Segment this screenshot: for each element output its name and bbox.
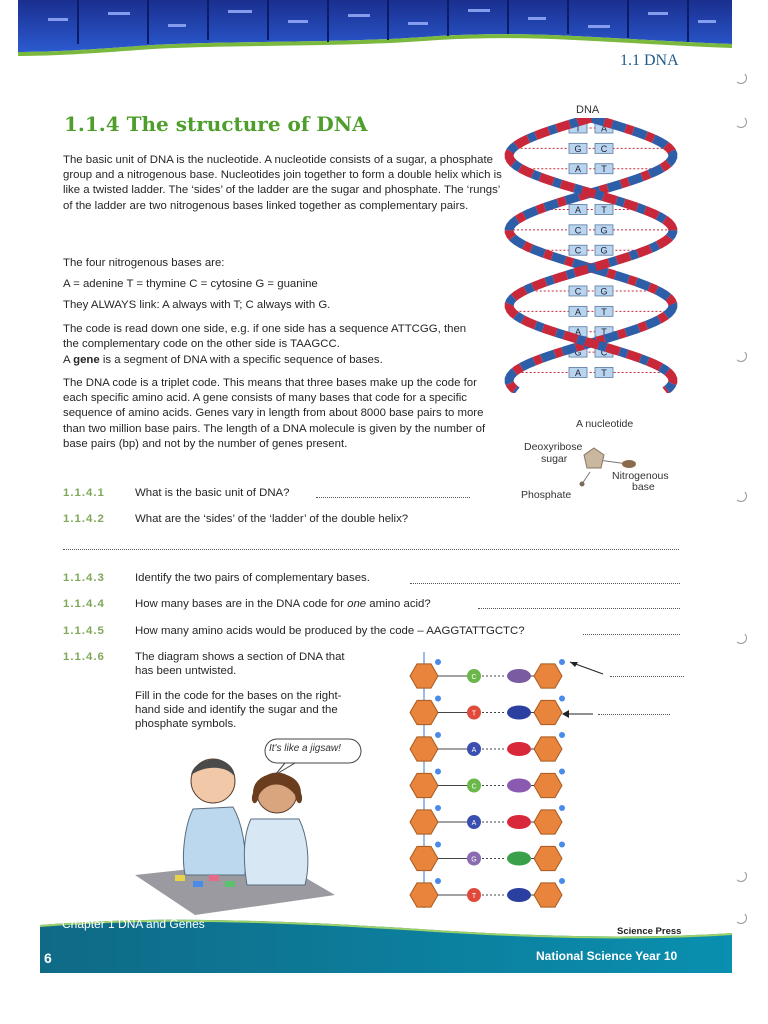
page-number: 6 [44, 950, 52, 966]
phosphate-dot [435, 842, 441, 848]
left-base-letter: T [471, 710, 477, 718]
binder-ring [735, 912, 747, 924]
question-number: 1.1.4.3 [63, 572, 105, 584]
question-number: 1.1.4.1 [63, 487, 105, 499]
right-sugar [534, 846, 562, 870]
left-base-letter: A [471, 747, 477, 754]
speech-bubble-text: It's like a jigsaw! [269, 743, 341, 754]
answer-line-5[interactable] [583, 634, 680, 635]
triplet-paragraph: The DNA code is a triplet code. This means that three bases make up the code for each specific amino acid. A gene consists of many bases that code for a specific sequence of amino acids. Genes vary in length from about 8000 base pairs to more than two million base pairs. The length of a DNA molecule is given by the number of base pairs (bp) and not by the number of genes present. [63, 377, 486, 450]
pairing-rule: They ALWAYS link: A always with T; C always with G. [63, 299, 331, 311]
bases-list: A = adenine T = thymine C = cytosine G = guanine [63, 278, 318, 290]
ladder-rung [410, 842, 565, 871]
right-base [507, 779, 531, 793]
right-base [507, 888, 531, 902]
ladder-rung [410, 769, 565, 798]
right-base [507, 852, 531, 866]
question-text: Identify the two pairs of complementary bases. [135, 572, 370, 584]
ladder-rung [410, 659, 565, 688]
question-number: 1.1.4.2 [63, 513, 105, 525]
question-number: 1.1.4.4 [63, 598, 105, 610]
left-sugar [410, 773, 438, 797]
answer-line-1[interactable] [316, 497, 470, 498]
base-letter: T [601, 327, 607, 338]
question-text-line1: The diagram shows a section of DNA that [135, 651, 345, 663]
right-sugar [534, 883, 562, 907]
phosphate-label: Phosphate [521, 489, 572, 501]
phosphate-dot [580, 482, 585, 487]
sugar-label-line1: Deoxyribose [524, 441, 583, 453]
base-letter: T [601, 164, 607, 175]
code-paragraph: The code is read down one side, e.g. if one side has a sequence ATTCGG, then the complementary code on the other side is TAAGCC. [63, 323, 467, 351]
right-sugar [534, 700, 562, 724]
students-cartoon [135, 735, 375, 915]
right-sugar [534, 810, 562, 834]
base-letter: G [600, 286, 608, 297]
bases-intro: The four nitrogenous bases are: [63, 257, 225, 269]
question-text: How many amino acids would be produced by the code – AAGGTATTGCTC? [135, 625, 525, 637]
right-sugar [534, 773, 562, 797]
footer-chapter: Chapter 1 DNA and Genes [62, 917, 205, 931]
helix-strand-1-accent [509, 118, 673, 391]
base-letter: A [574, 367, 582, 378]
left-base-letter: G [471, 856, 477, 864]
base-letter: T [575, 123, 581, 134]
series-name: National Science Year 10 [536, 949, 678, 963]
phosphate-dot [559, 659, 565, 665]
base-letter: C [574, 286, 582, 297]
base-pair [509, 225, 673, 236]
base-pair [511, 306, 670, 317]
right-base [507, 742, 531, 756]
left-base-letter: A [471, 820, 477, 827]
dna-double-helix [496, 118, 686, 393]
phosphate-dot [559, 878, 565, 884]
base-letter: C [574, 225, 582, 236]
base-letter: A [574, 306, 582, 317]
base-letter: T [601, 306, 607, 317]
question-number: 1.1.4.5 [63, 625, 105, 637]
phosphate-dot [435, 769, 441, 775]
base-letter: C [600, 143, 608, 154]
answer-line-2[interactable] [63, 549, 679, 550]
phosphate-dot [559, 732, 565, 738]
base-pair [521, 164, 660, 175]
binder-ring [735, 490, 747, 502]
intro-paragraph [63, 153, 503, 214]
phosphate-dot [435, 732, 441, 738]
helix-strand-2 [509, 118, 673, 391]
base-letter: G [600, 245, 608, 256]
binder-ring [735, 350, 747, 362]
ladder-rung [410, 696, 565, 725]
publisher: Science Press [617, 926, 682, 937]
left-base-letter: T [471, 893, 477, 900]
label-answer-line-sugar[interactable] [598, 714, 670, 715]
nucleotide-title: A nucleotide [576, 418, 634, 430]
base-pair [514, 367, 669, 378]
base-pair [524, 286, 659, 297]
phosphate-dot [559, 805, 565, 811]
base-letter: A [574, 204, 582, 215]
phosphate-dot [559, 842, 565, 848]
label-arrows [562, 662, 603, 718]
nucleotide-diagram [570, 444, 640, 490]
ladder-rung [410, 878, 565, 907]
phosphate-dot [559, 769, 565, 775]
base-letter: C [574, 245, 582, 256]
base-label-line2: base [632, 481, 655, 493]
left-sugar [410, 883, 438, 907]
ladder-rung [410, 805, 565, 834]
base-letter: G [574, 347, 582, 358]
question-text: How many bases are in the DNA code for one amino acid? [135, 598, 431, 610]
left-sugar [410, 810, 438, 834]
gene-definition: A gene is a segment of DNA with a specific sequence of bases. [63, 354, 383, 366]
gel-header-band [18, 0, 732, 60]
paragraph-text: The basic unit of DNA is the nucleotide. A nucleotide consists of a sugar, a phosphate group and a nitrogenous base. Nucleotides join together to form a double helix which is like a twisted ladder. The ‘sides’ of the ladder are the sugar and phosphate. The ‘rungs’ of the ladder are two nitrogenous bases linked together as complementary pairs. [63, 154, 502, 212]
binder-ring [735, 870, 747, 882]
base-letter: G [600, 225, 608, 236]
helix-strand-2-accent [509, 118, 673, 391]
right-sugar [534, 737, 562, 761]
left-sugar [410, 700, 438, 724]
base-oval [622, 460, 636, 468]
right-base [507, 669, 531, 683]
base-letter: A [574, 327, 582, 338]
left-base-letter: C [471, 783, 477, 791]
question-text: What is the basic unit of DNA? [135, 487, 290, 499]
phosphate-dot [435, 659, 441, 665]
gene-term: gene [73, 354, 100, 366]
question-text: What are the ‘sides’ of the ‘ladder’ of the double helix? [135, 513, 409, 525]
helix-strand-1 [509, 118, 673, 391]
right-base [507, 815, 531, 829]
phosphate-dot [435, 805, 441, 811]
left-sugar [410, 664, 438, 688]
binder-ring [735, 72, 747, 84]
left-sugar [410, 846, 438, 870]
base-letter: A [574, 164, 582, 175]
question-number: 1.1.4.6 [63, 651, 105, 663]
base-letter: A [600, 123, 608, 134]
right-base [507, 706, 531, 720]
base-pair [513, 143, 670, 153]
left-base-letter: C [471, 674, 477, 681]
phosphate-dot [435, 878, 441, 884]
base-label-line1: Nitrogenous [612, 470, 669, 482]
base-letter: C [600, 347, 608, 358]
ladder-rung [410, 732, 565, 761]
page-title: 1.1.4 The structure of DNA [64, 112, 368, 136]
worksheet-page: 1.1 DNA 1.1.4 The structure of DNA The basic unit of DNA is the nucleotide. A nucleotide consists of a sugar, a phosphate group and a nitrogenous base. Nucleotides join together to form a double helix which is like a twisted ladder. The ‘sides’ of the ladder are the sugar and phosphate. The ‘rungs’ of the ladder are two nitrogenous bases linked together as complementary pairs. The four nitrogenous bases are: A = adenine T = thymine C = cytosine G = guanine They ALWAYS link: A always with T; C always with G. The code is read down one side, e.g. if one side has a sequence ATTCGG, then the complementary code on the other side is TAAGCC. A gene is a segment of DNA with a specific sequence of bases. The DNA code is a triplet code. This means that three bases make up the code for each specific amino acid. A gene consists of many bases that code for a specific sequence of amino acids. Genes vary in length from about 8000 base pairs to more than two million base pairs. The length of a DNA molecule is given by the number of base pairs (bp) and not by the number of genes present. DNA T A G C A T A T C G C G C G A T A T G C A T A nucleotide Deoxyribose sugar Phosphate Nitrogenous base 1.1.4.1 What is the basic unit of DNA? 1.1.4.2 What are the ‘sides’ of the ‘ladder’ of the double helix? 1.1.4.3 Identify the two pairs of complementary bases. 1.1.4.4 How many bases are in the DNA code for one amino acid? 1.1.4.5 How many amino acids would be produced by the code – AAGGTATTGCTC? 1.1.4.6 The diagram shows a section of DNA that has been untwisted. Fill in the code for the bases on the right- hand side and identify the sugar and the phosphate symbols. C T A C A G T It's like a jigsaw! Chapter 1 DNA and Genes 6 Science Press National Science Year 10 [0, 0, 768, 1024]
answer-line-4[interactable] [478, 608, 680, 609]
phosphate-dot [435, 696, 441, 702]
sugar-label-line2: sugar [541, 453, 568, 465]
base-letter: T [601, 367, 607, 378]
section-tag: 1.1 DNA [620, 52, 679, 69]
label-answer-line-phosphate[interactable] [610, 676, 684, 677]
base-letter: T [601, 204, 607, 215]
phosphate-dot [559, 696, 565, 702]
untwisted-dna-ladder [398, 652, 688, 914]
binder-ring [735, 632, 747, 644]
answer-line-3[interactable] [410, 583, 680, 584]
binder-ring [735, 116, 747, 128]
sugar-pentagon [584, 448, 604, 468]
helix-label: DNA [576, 104, 600, 116]
right-sugar [534, 664, 562, 688]
base-letter: G [574, 143, 582, 154]
left-sugar [410, 737, 438, 761]
